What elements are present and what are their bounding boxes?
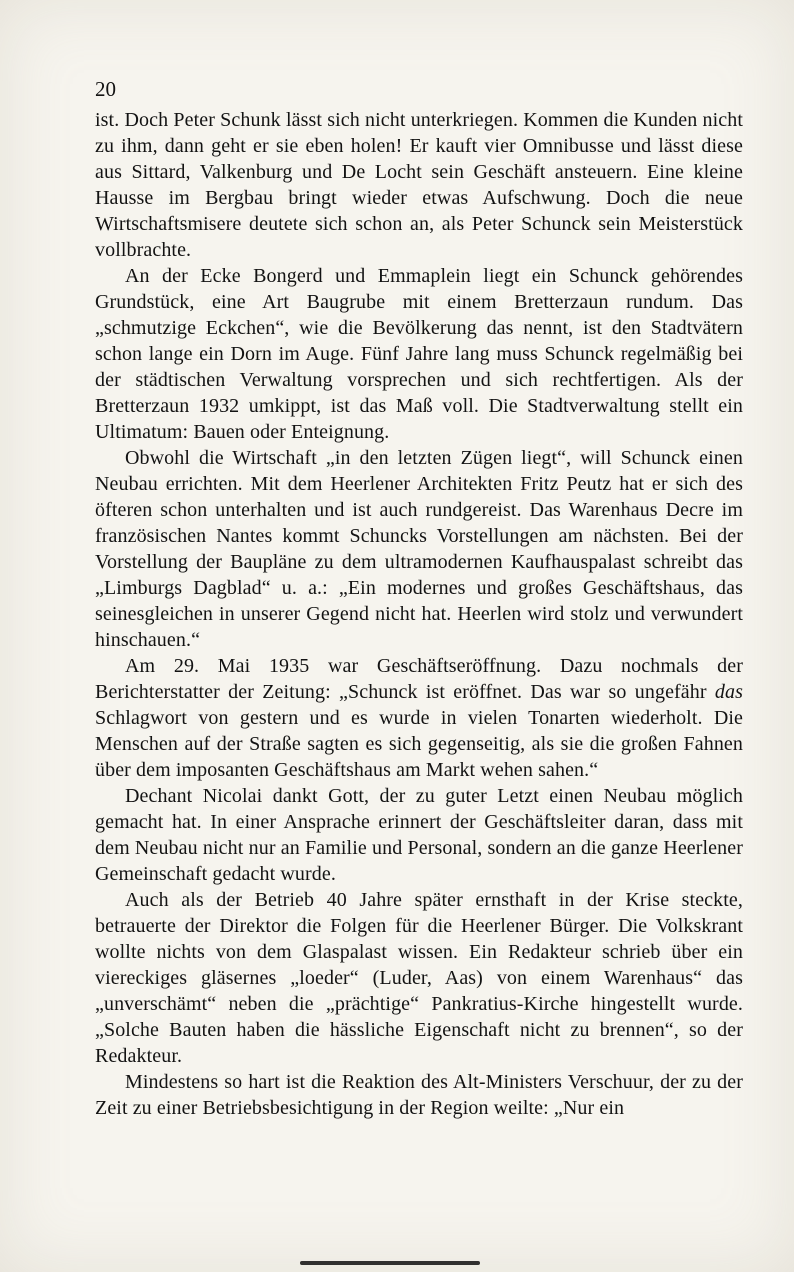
scan-edge-artifact bbox=[300, 1261, 480, 1265]
paragraph: Dechant Nicolai dankt Gott, der zu guter Letzt einen Neubau möglich gemacht hat. In einer Ansprache erinnert der Geschäftsleiter daran, dass mit dem Neubau nicht nur an Familie und Personal, sondern an die ganze Heerlener Gemeinschaft gedacht wurde. bbox=[95, 785, 743, 885]
paragraph: Obwohl die Wirtschaft „in den letzten Zügen liegt“, will Schunck einen Neubau errichten. Mit dem Heerlener Architekten Fritz Peutz hat er sich des öfteren schon unterhalten und ist auch rundgereist. Das Warenhaus Decre im französischen Nantes kommt Schuncks Vorstellungen am nächsten. Bei der Vorstellung der Baupläne zu dem ultramodernen Kaufhauspalast schreibt das „Limburgs Dagblad“ u. a.: „Ein modernes und großes Geschäftshaus, das seinesgleichen in unserer Gegend nicht hat. Heerlen wird stolz und verwundert hinschauen.“ bbox=[95, 447, 743, 651]
page-number: 20 bbox=[95, 77, 116, 101]
body-text bbox=[95, 107, 743, 1121]
paragraph-text: Am 29. Mai 1935 war Geschäftseröffnung. Dazu nochmals der Berichterstatter der Zeitung: „Schunck ist eröffnet. Das war so ungefähr bbox=[95, 655, 743, 703]
paragraph: An der Ecke Bongerd und Emmaplein liegt ein Schunck gehörendes Grundstück, eine Art Baugrube mit einem Bretterzaun rundum. Das „schmutzige Eckchen“, wie die Bevölkerung das nennt, ist den Stadtvätern schon lange ein Dorn im Auge. Fünf Jahre lang muss Schunck regelmäßig bei der städtischen Verwaltung vorsprechen und sich rechtfertigen. Als der Bretterzaun 1932 umkippt, ist das Maß voll. Die Stadtverwaltung stellt ein Ultimatum: Bauen oder Enteignung. bbox=[95, 265, 743, 443]
emphasized-word: das bbox=[714, 681, 743, 703]
paragraph-text: Schlagwort von gestern und es wurde in vielen Tonarten wiederholt. Die Menschen auf der Straße sagten es sich gegenseitig, als sie die großen Fahnen über dem imposanten Geschäftshaus am Markt wehen sahen.“ bbox=[95, 707, 743, 781]
paragraph: Mindestens so hart ist die Reaktion des Alt-Ministers Verschuur, der zu der Zeit zu einer Betriebsbesichtigung in der Region weilte: „Nur ein bbox=[95, 1071, 743, 1119]
paragraph bbox=[95, 653, 743, 783]
paragraph: Auch als der Betrieb 40 Jahre später ernsthaft in der Krise steckte, betrauerte der Direktor die Folgen für die Heerlener Bürger. Die Volkskrant wollte nichts von dem Glaspalast wissen. Ein Redakteur schrieb über ein viereckiges gläsernes „loeder“ (Luder, Aas) von einem Warenhaus“ das „unverschämt“ neben die „prächtige“ Pankratius-Kirche hingestellt wurde. „Solche Bauten haben die hässliche Eigenschaft nicht zu brennen“, so der Redakteur. bbox=[95, 889, 743, 1067]
paragraph: ist. Doch Peter Schunk lässt sich nicht unterkriegen. Kommen die Kunden nicht zu ihm, dann geht er sie eben holen! Er kauft vier Omnibusse und lässt diese aus Sittard, Valkenburg und De Locht sein Geschäft ansteuern. Eine kleine Hausse im Bergbau bringt wieder etwas Aufschwung. Doch die neue Wirtschaftsmisere deutete sich schon an, als Peter Schunck sein Meisterstück vollbrachte. bbox=[95, 109, 743, 261]
